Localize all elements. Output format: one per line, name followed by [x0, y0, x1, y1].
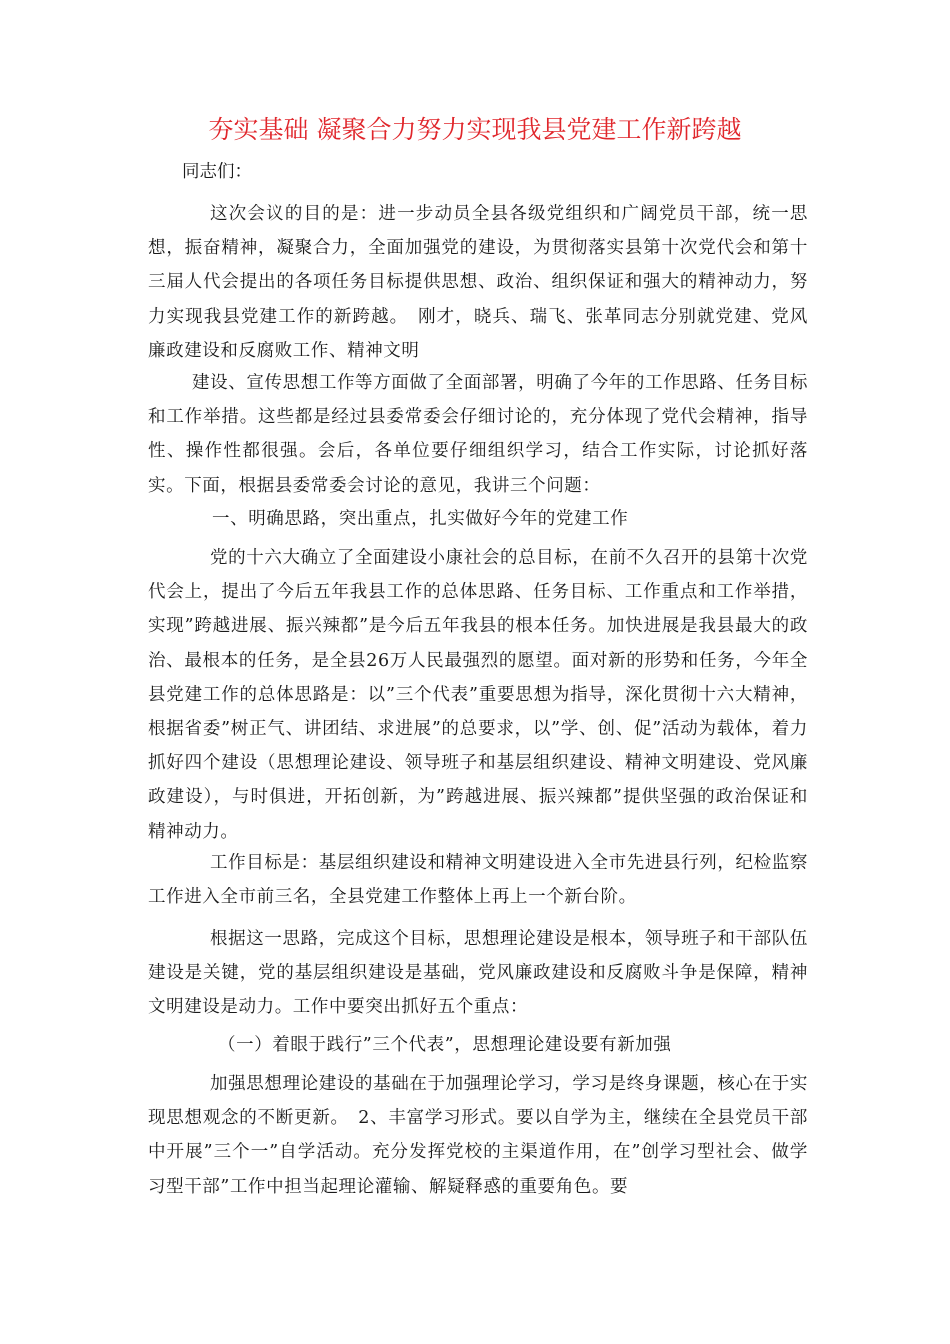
paragraph-5: 根据这一思路，完成这个目标，思想理论建设是根本，领导班子和干部队伍建设是关键，党的基层组织建设是基础，党风廉政建设和反腐败斗争是保障，精神文明建设是动力。工作中要突出抓好五个重点：: [148, 929, 808, 1018]
paragraph-6: 加强思想理论建设的基础在于加强理论学习，学习是终身课题，核心在于实现思想观念的不断更新。 2、丰富学习形式。要以自学为主，继续在全县党员干部中开展”三个一”自学活动。充分发挥党校的主渠道作用，在”创学习型社会、做学习型干部”工作中担当起理论灌输、解疑释惑的重要角色。要: [148, 1074, 808, 1197]
document-title: 夯实基础 凝聚合力努力实现我县党建工作新跨越: [208, 115, 742, 144]
paragraph-4: 工作目标是：基层组织建设和精神文明建设进入全市先进县行列，纪检监察工作进入全市前三名，全县党建工作整体上再上一个新台阶。: [148, 853, 808, 908]
paragraph-1: 这次会议的目的是：进一步动员全县各级党组织和广阔党员干部，统一思想，振奋精神，凝聚合力，全面加强党的建设，为贯彻落实县第十次党代会和第十三届人代会提出的各项任务目标提供思想、政治、组织保证和强大的精神动力，努力实现我县党建工作的新跨越。 刚才，晓兵、瑞飞、张革同志分别就党建、党风廉政建设和反腐败工作、精神文明: [148, 204, 808, 361]
section-heading-2: （一）着眼于践行”三个代表”，思想理论建设要有新加强: [218, 1035, 672, 1055]
paragraph-3: 党的十六大确立了全面建设小康社会的总目标，在前不久召开的县第十次党代会上，提出了今后五年我县工作的总体思路、任务目标、工作重点和工作举措，实现”跨越进展、振兴辣都”是今后五年我县的根本任务。加快进展是我县最大的政治、最根本的任务，是全县26万人民最强烈的愿望。面对新的形势和任务，今年全县党建工作的总体思路是：以”三个代表”重要思想为指导，深化贯彻十六大精神，根据省委”树正气、讲团结、求进展”的总要求，以”学、创、促”活动为载体，着力抓好四个建设（思想理论建设、领导班子和基层组织建设、精神文明建设、党风廉政建设），与时俱进，开拓创新，为”跨越进展、振兴辣都”提供坚强的政治保证和精神动力。: [148, 548, 808, 842]
paragraph-2: 建设、宣传思想工作等方面做了全面部署，明确了今年的工作思路、任务目标和工作举措。这些都是经过县委常委会仔细讨论的，充分体现了党代会精神，指导性、操作性都很强。会后，各单位要仔细组织学习，结合工作实际，讨论抓好落实。下面，根据县委常委会讨论的意见，我讲三个问题：: [148, 373, 808, 496]
section-heading-1: 一、明确思路，突出重点，扎实做好今年的党建工作: [212, 509, 629, 529]
salutation: 同志们：: [182, 162, 252, 182]
